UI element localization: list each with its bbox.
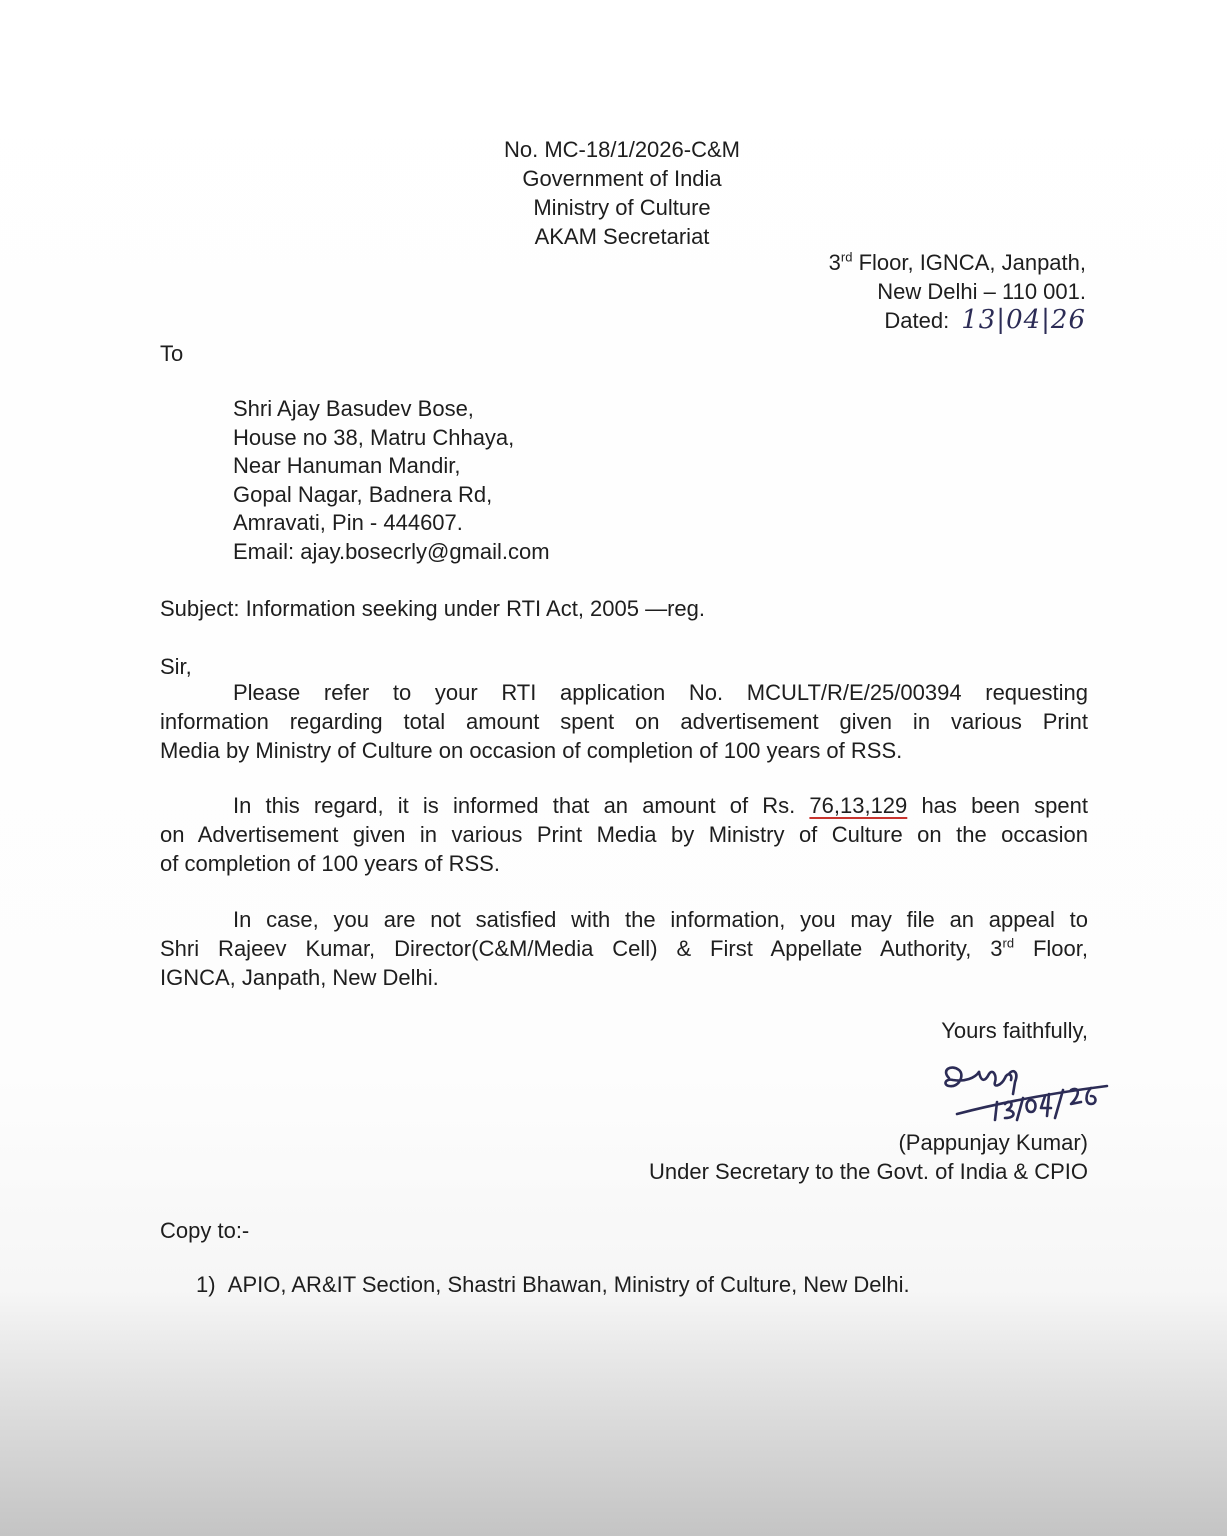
copy-to-label: Copy to:- bbox=[160, 1218, 250, 1243]
paragraph-line: Media by Ministry of Culture on occasion of completion of 100 years of RSS. bbox=[160, 738, 903, 763]
subject-line: Subject: Information seeking under RTI Act, 2005 —reg. bbox=[160, 596, 706, 621]
recipient-name: Shri Ajay Basudev Bose, bbox=[233, 396, 474, 421]
dated-label: Dated: bbox=[884, 308, 950, 333]
recipient-house: House no 38, Matru Chhaya, bbox=[233, 424, 515, 450]
government-name: Government of India bbox=[522, 166, 722, 191]
letter-header bbox=[420, 135, 824, 251]
office-city: New Delhi – 110 001. bbox=[877, 279, 1086, 304]
paragraph-line: information regarding total amount spent on advertisement given in various Print bbox=[160, 709, 1088, 734]
amount-prefix: In this regard, it is informed that an amount of Rs. bbox=[233, 793, 810, 818]
reference-number: No. MC-18/1/2026-C&M bbox=[504, 137, 740, 162]
paragraph-line bbox=[160, 791, 1088, 820]
paragraph-line: of completion of 100 years of RSS. bbox=[160, 851, 500, 876]
floor-superscript: rd bbox=[1002, 935, 1015, 951]
paragraph-line: IGNCA, Janpath, New Delhi. bbox=[160, 965, 439, 990]
salutation: Sir, bbox=[160, 654, 192, 679]
secretariat-name: AKAM Secretariat bbox=[534, 224, 710, 249]
amount-value: 76,13,129 bbox=[809, 793, 908, 818]
office-address bbox=[700, 248, 1086, 335]
dated-row bbox=[700, 306, 1086, 335]
ministry-name: Ministry of Culture bbox=[533, 195, 711, 220]
signatory-designation: Under Secretary to the Govt. of India & CPIO bbox=[649, 1159, 1088, 1184]
floor-text: Floor, IGNCA, Janpath, bbox=[852, 250, 1086, 275]
signatory-block bbox=[560, 1128, 1088, 1186]
recipient-locality: Gopal Nagar, Badnera Rd, bbox=[233, 481, 493, 507]
to-label: To bbox=[160, 341, 184, 366]
copy-item-number: 1) bbox=[196, 1272, 216, 1297]
copy-to-item bbox=[196, 1270, 910, 1299]
recipient-email: Email: ajay.bosecrly@gmail.com bbox=[233, 538, 550, 564]
paragraph-amount-info bbox=[160, 791, 1088, 878]
office-floor bbox=[700, 248, 1086, 277]
copy-item-text: APIO, AR&IT Section, Shastri Bhawan, Ministry of Culture, New Delhi. bbox=[227, 1272, 910, 1297]
paragraph-line: In case, you are not satisfied with the information, you may file an appeal to bbox=[233, 907, 1088, 932]
recipient-landmark: Near Hanuman Mandir, bbox=[233, 453, 461, 478]
paragraph-line bbox=[160, 934, 1088, 963]
paragraph-rti-reference bbox=[160, 678, 1088, 765]
signatory-name: (Pappunjay Kumar) bbox=[898, 1130, 1088, 1155]
floor-number: 3 bbox=[828, 250, 841, 275]
recipient-address bbox=[233, 394, 550, 565]
appeal-authority: Shri Rajeev Kumar, Director(C&M/Media Cell) & First Appellate Authority, 3 bbox=[160, 936, 1003, 961]
paragraph-line: Please refer to your RTI application No. MCULT/R/E/25/00394 requesting bbox=[233, 680, 1088, 705]
handwritten-signature bbox=[935, 1060, 1115, 1132]
closing-line: Yours faithfully, bbox=[941, 1018, 1088, 1043]
appeal-floor: Floor, bbox=[1014, 936, 1089, 961]
paragraph-line: on Advertisement given in various Print Media by Ministry of Culture on the occasion bbox=[160, 822, 1088, 847]
recipient-city: Amravati, Pin - 444607. bbox=[233, 510, 463, 535]
handwritten-date: 13|04|26 bbox=[961, 305, 1086, 335]
paragraph-appeal-info bbox=[160, 905, 1088, 992]
floor-superscript: rd bbox=[840, 249, 853, 265]
amount-suffix: has been spent bbox=[907, 793, 1088, 818]
